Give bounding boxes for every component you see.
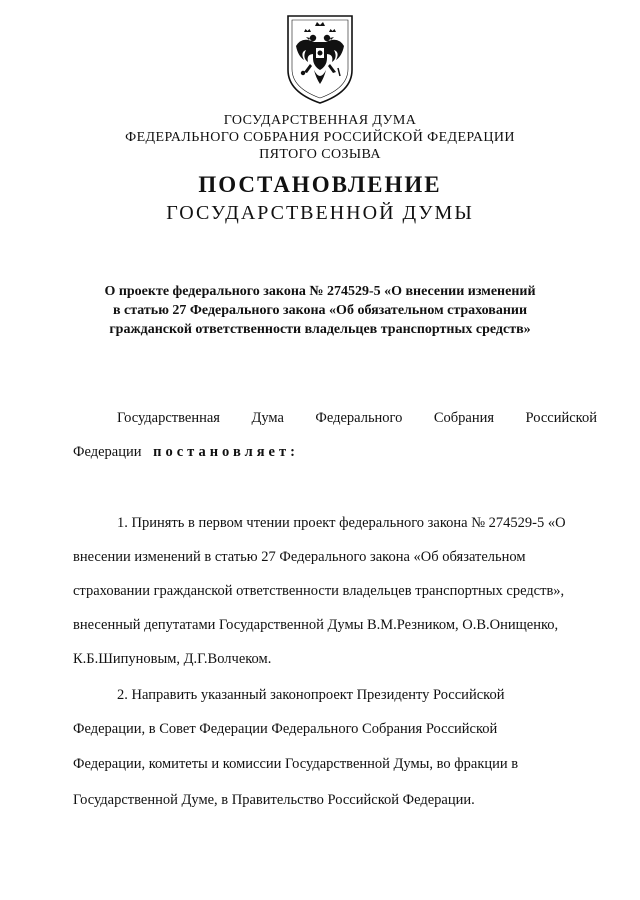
preamble-line-2 xyxy=(73,443,593,461)
preamble-word: Собрания xyxy=(433,410,495,426)
subject-line-1: О проекте федерального закона № 274529-5 «О внесении изменений xyxy=(104,284,536,299)
item-1-line-2: внесении изменений в статью 27 Федерального закона «Об обязательном xyxy=(73,549,526,565)
decree-word: постановляет: xyxy=(153,444,299,460)
subject-line-2: в статью 27 Федерального закона «Об обязательном страховании xyxy=(112,303,528,318)
russian-coat-of-arms-icon xyxy=(284,12,356,106)
item-2-line-4: Государственной Думе, в Правительство Российской Федерации. xyxy=(73,792,475,808)
preamble-word: Российской xyxy=(525,410,597,426)
preamble-line-2-text: Федерации xyxy=(73,444,142,460)
item-1-line-4: внесенный депутатами Государственной Думы В.М.Резником, О.В.Онищенко, xyxy=(73,617,559,633)
item-2-line-2: Федерации, в Совет Федерации Федерального Собрания Российской xyxy=(73,721,498,737)
item-2-line-1: 2. Направить указанный законопроект Президенту Российской xyxy=(117,687,505,703)
subject-line-3: гражданской ответственности владельцев транспортных средств» xyxy=(109,322,531,337)
org-name-line-1: ГОСУДАРСТВЕННАЯ ДУМА xyxy=(223,113,417,128)
preamble-word: Государственная xyxy=(117,410,220,426)
item-2-line-3: Федерации, комитеты и комиссии Государственной Думы, во фракции в xyxy=(73,756,519,772)
preamble-word: Дума xyxy=(251,410,284,426)
org-name-line-2: ФЕДЕРАЛЬНОГО СОБРАНИЯ РОССИЙСКОЙ ФЕДЕРАЦИИ xyxy=(125,130,515,145)
document-type-title: ПОСТАНОВЛЕНИЕ xyxy=(198,172,442,197)
preamble-line-1 xyxy=(117,409,597,427)
preamble-word: Федерального xyxy=(315,410,403,426)
convocation-line: ПЯТОГО СОЗЫВА xyxy=(259,147,381,162)
item-1-line-5: К.Б.Шипуновым, Д.Г.Волчеком. xyxy=(73,651,272,667)
item-1-line-1: 1. Принять в первом чтении проект федерального закона № 274529-5 «О xyxy=(117,515,566,531)
document-issuer-subtitle: ГОСУДАРСТВЕННОЙ ДУМЫ xyxy=(166,202,474,224)
item-1-line-3: страховании гражданской ответственности владельцев транспортных средств», xyxy=(73,583,565,599)
